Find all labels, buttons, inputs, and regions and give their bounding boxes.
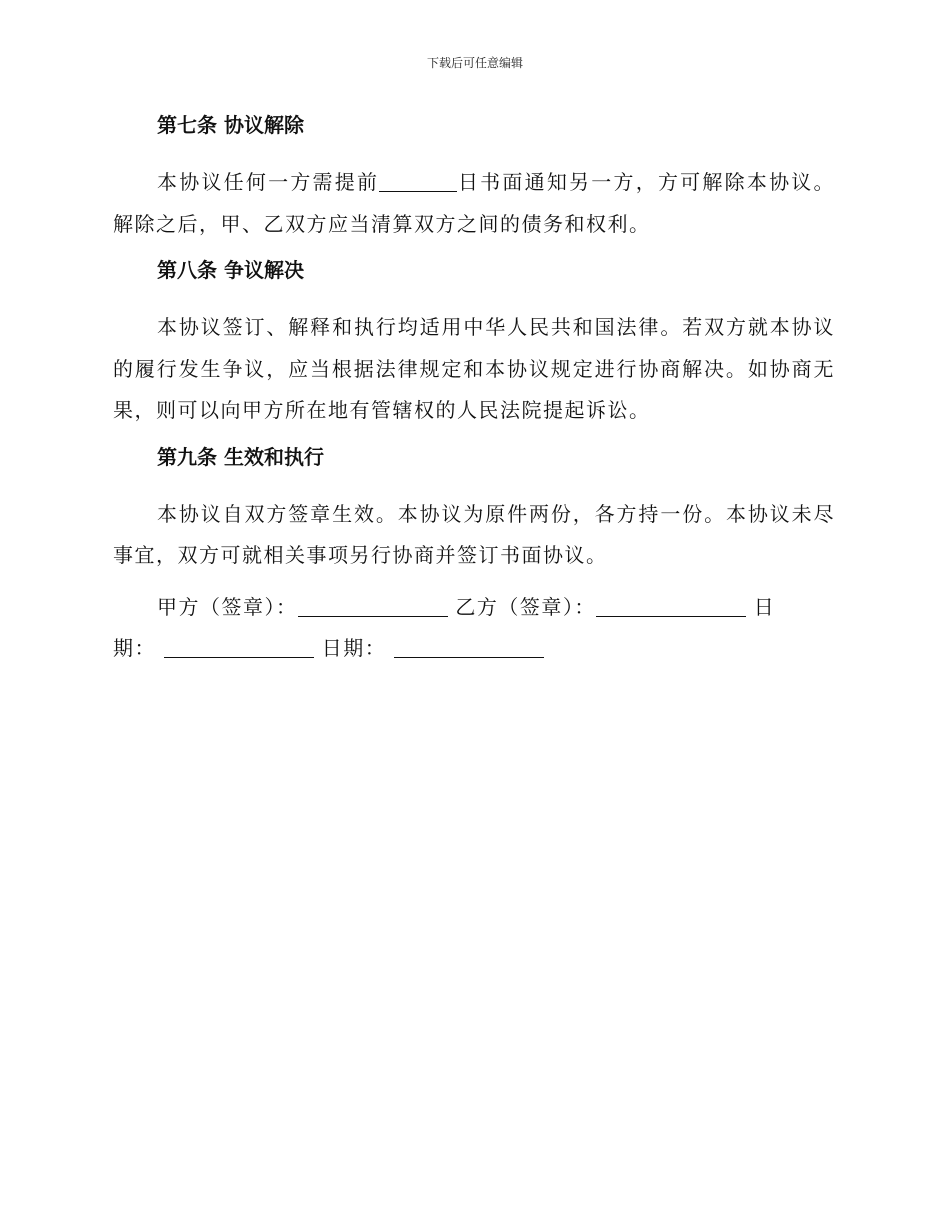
notice-days-blank[interactable] xyxy=(379,171,457,192)
section-8-title: 第八条 争议解决 xyxy=(157,258,304,282)
section-9-title: 第九条 生效和执行 xyxy=(157,444,324,469)
date-line xyxy=(113,628,835,670)
party-b-signature-blank[interactable] xyxy=(596,596,746,617)
party-a-signature-label: 甲方（签章）： xyxy=(157,594,298,619)
party-b-signature-label: 乙方（签章）： xyxy=(455,594,596,619)
section-7-text-start: 本协议任何一方需提前 xyxy=(157,170,380,194)
document-body xyxy=(113,110,835,670)
page-header-note: 下载后可任意编辑 xyxy=(426,56,523,70)
section-9-paragraph: 本协议自双方签章生效。本协议为原件两份，各方持一份。本协议未尽事宜，双方可就相关事项另行协商并签订书面协议。 xyxy=(113,501,835,567)
section-7-text-end: 日书面通知另一方，方可解除本协议。解除之后，甲、乙双方应当清算双方之间的债务和权利。 xyxy=(113,170,836,236)
party-a-date-label-end: 期： xyxy=(113,636,156,660)
signature-line xyxy=(113,587,835,629)
party-a-signature-blank[interactable] xyxy=(298,596,448,617)
section-8-paragraph: 本协议签订、解释和执行均适用中华人民共和国法律。若双方就本协议的履行发生争议，应当根据法律规定和本协议规定进行协商解决。如协商无果，则可以向甲方所在地有管辖权的人民法院提起诉讼。 xyxy=(113,315,835,422)
section-7-paragraph xyxy=(113,162,835,245)
party-a-date-blank[interactable] xyxy=(164,637,314,658)
section-7-title: 第七条 协议解除 xyxy=(157,113,304,137)
party-b-date-blank[interactable] xyxy=(394,637,544,658)
party-b-date-label: 日期： xyxy=(321,636,387,660)
party-a-date-label-start: 日 xyxy=(753,594,776,619)
